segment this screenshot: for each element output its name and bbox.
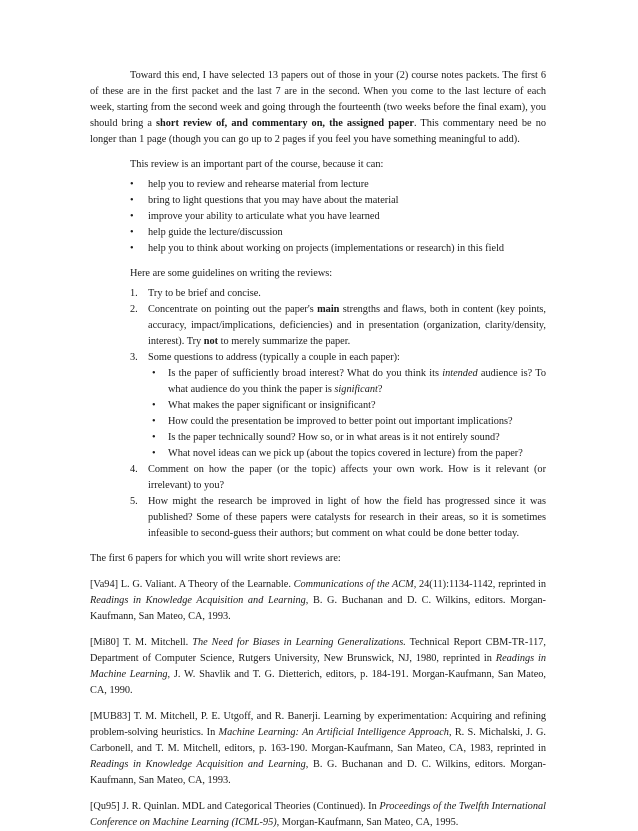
ref-text: , R. S. Michalski, J. G. Carbonell, and T. M. Mitchell, editors, p. 163-190. Morgan-Kaufmann, San Mateo, CA, 1983, reprinted in <box>90 727 546 754</box>
ref-text: , Morgan-Kaufmann, San Mateo, CA, 1995. <box>276 817 459 828</box>
guideline-number: 2. <box>130 304 138 315</box>
guideline-text: strengths and flaws, both in content (key points, accuracy, impact/implications, deficiencies) and in presentation (organization, clarity/density, interest). Try <box>148 304 547 347</box>
guideline-number: 5. <box>130 496 138 507</box>
question-item: • Is the paper technically sound? How so, or in what areas is it not entirely sound? <box>148 430 546 446</box>
ref-text: , J. W. Shavlik and T. G. Dietterich, editors, p. 184-191. Morgan-Kaufmann, San Mateo, CA, 1990. <box>90 669 546 696</box>
ref-italic: Readings in Machine Learning <box>90 653 546 680</box>
ref-italic: Readings in Knowledge Acquisition and Learning <box>90 595 306 606</box>
reference-valiant <box>90 577 546 625</box>
reference-mitchell-1980 <box>90 635 546 699</box>
questions-list <box>148 366 546 462</box>
guideline-item <box>130 494 546 542</box>
question-text: audience is? To what audience do you think the paper is <box>168 368 546 395</box>
ref-text: [Qu95] J. R. Quinlan. MDL and Categorical Theories (Continued). In <box>90 801 380 812</box>
purpose-item: • bring to light questions that you may have about the material <box>130 193 546 209</box>
purpose-item: • help you to think about working on projects (implementations or research) in this field <box>130 241 546 257</box>
question-italic: intended <box>442 368 478 379</box>
question-text: Is the paper of sufficiently broad interest? What do you think its <box>168 368 443 379</box>
guideline-text: to merely summarize the paper. <box>218 336 351 347</box>
intro-text: Toward this end, I have selected 13 papers out of those in your (2) course notes packets. The first 6 of these are in the first packet and the last 7 are in the second. When you come to the last lecture of each week, starting from the second week and going through the fourteenth (two weeks before the final exam), you should bring a <box>90 70 546 129</box>
guideline-bold: not <box>203 336 219 347</box>
purpose-list <box>130 177 546 257</box>
purpose-heading: This review is an important part of the course, because it can: <box>130 159 384 170</box>
question-item: • What novel ideas can we pick up (about the topics covered in lecture) from the paper? <box>148 446 546 462</box>
intro-paragraph <box>90 68 546 148</box>
ref-italic: Communications of the ACM, <box>293 579 417 590</box>
guideline-number: 4. <box>130 464 138 475</box>
purpose-item: • improve your ability to articulate what you have learned <box>130 209 546 225</box>
ref-text: , B. G. Buchanan and D. C. Wilkins, editors. Morgan-Kaufmann, San Mateo, CA, 1993. <box>90 595 546 622</box>
purpose-item: • help you to review and rehearse material from lecture <box>130 177 546 193</box>
ref-italic: Proceedings of the Twelfth International Conference on Machine Learning (ICML-95) <box>90 801 546 828</box>
ref-italic: Readings in Knowledge Acquisition and Learning <box>90 759 306 770</box>
ref-text: [Mi80] T. M. Mitchell. <box>90 637 193 648</box>
guideline-text: Try to be brief and concise. <box>148 288 261 299</box>
question-item <box>148 366 546 398</box>
guideline-text: Comment on how the paper (or the topic) affects your own work. How is it relevant (or irrelevant) to you? <box>148 464 546 491</box>
document-page <box>90 68 546 831</box>
intro-tail-text: . This commentary need be no longer than 1 page (though you can go up to 2 pages if you feel you have something meaningful to add). <box>90 118 547 145</box>
ref-text: Technical Report CBM-TR-117, Department of Computer Science, Rutgers University, New Brunswick, NJ, 1980, reprinted in <box>90 637 546 664</box>
ref-text: [Va94] L. G. Valiant. A Theory of the Learnable. <box>90 579 294 590</box>
guideline-text: How might the research be improved in light of how the field has progressed since it was published? Some of these papers were catalysts for research in their areas, so it is sometimes infeasible to second-guess their authors; but comment on what could be done better today. <box>148 496 546 539</box>
papers-heading: The first 6 papers for which you will write short reviews are: <box>90 553 341 564</box>
guideline-bold: main <box>317 304 340 315</box>
guideline-item <box>130 350 546 462</box>
question-item: • What makes the paper significant or insignificant? <box>148 398 546 414</box>
ref-text: , B. G. Buchanan and D. C. Wilkins, editors. Morgan-Kaufmann, San Mateo, CA, 1993. <box>90 759 546 786</box>
guidelines-list <box>130 286 546 542</box>
guideline-item <box>130 286 546 302</box>
ref-text: [MUB83] T. M. Mitchell, P. E. Utgoff, and R. Banerji. Learning by experimentation: Acquiring and refining problem-solving heuristics. In <box>90 711 546 738</box>
reference-mub83 <box>90 709 546 789</box>
guideline-item <box>130 302 546 350</box>
guideline-item <box>130 462 546 494</box>
question-italic: significant <box>334 384 378 395</box>
reference-quinlan <box>90 799 546 831</box>
guideline-number: 1. <box>130 288 138 299</box>
guideline-text: Concentrate on pointing out the paper's <box>148 304 318 315</box>
intro-bold-text: short review of, and commentary on, the assigned paper <box>156 118 414 129</box>
ref-text: 24(11):1134-1142, reprinted in <box>416 579 546 590</box>
guideline-text: Some questions to address (typically a couple in each paper): <box>148 352 400 363</box>
question-item: • How could the presentation be improved to better point out important implications? <box>148 414 546 430</box>
question-text: ? <box>377 384 383 395</box>
guideline-number: 3. <box>130 352 138 363</box>
ref-italic: The Need for Biases in Learning Generalizations. <box>192 637 406 648</box>
guidelines-heading: Here are some guidelines on writing the reviews: <box>130 268 333 279</box>
purpose-item: • help guide the lecture/discussion <box>130 225 546 241</box>
ref-italic: Machine Learning: An Artificial Intelligence Approach <box>218 727 449 738</box>
